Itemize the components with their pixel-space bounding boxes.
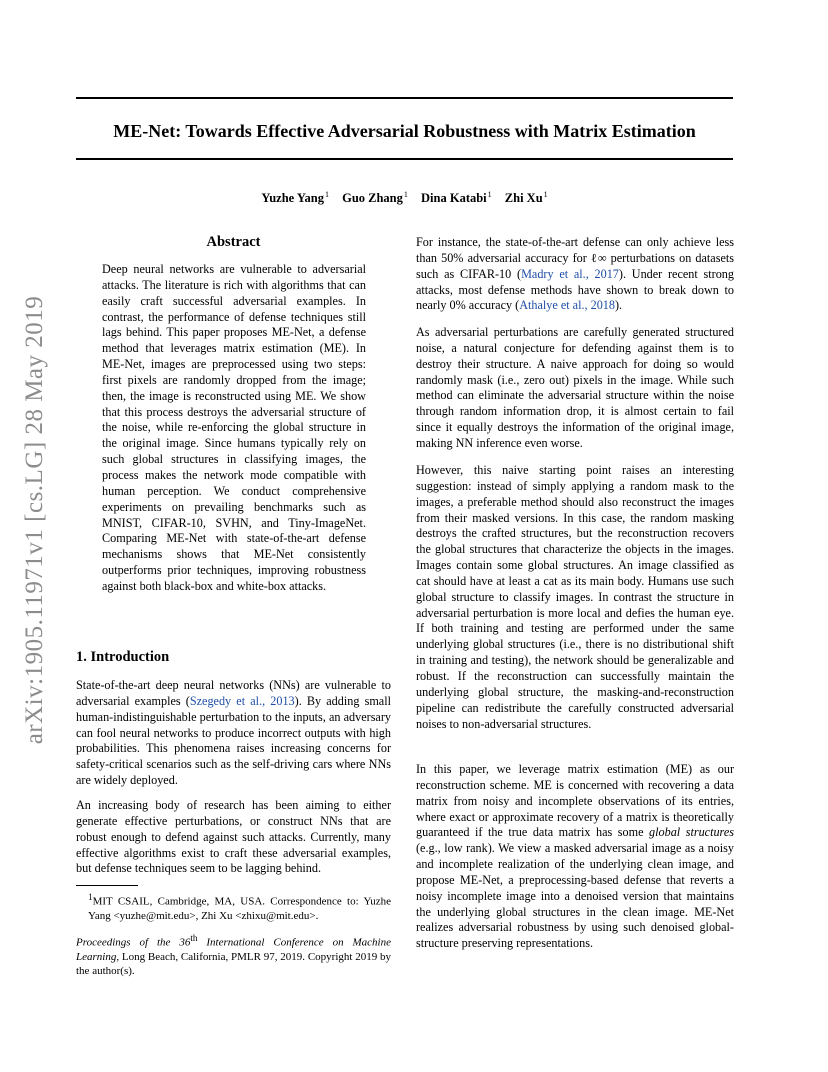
arxiv-identifier-stamp[interactable]: arXiv:1905.11971v1 [cs.LG] 28 May 2019 (21, 295, 48, 745)
author-name: Yuzhe Yang (261, 191, 324, 206)
proceedings-ordinal: th (190, 933, 198, 943)
intro-paragraph-2 (76, 798, 391, 877)
proceedings-lead: Proceedings of the 36 (76, 936, 191, 949)
author-name: Zhi Xu (504, 191, 543, 206)
text-run: (e.g., low rank). We view a masked adversarial image as a noisy and incomplete realization of the underlying clean image, and propose ME-Net, a preprocessing-based defense that reverts a noisy incomplete image into a denoised version that maintains the underlying global structures in the clean image. ME-Net realizes adversarial robustness by using such denoised global-structure preserving representations. (416, 841, 734, 951)
author (261, 191, 329, 205)
author-affiliation: 1 (403, 190, 408, 199)
paper-title: ME-Net: Towards Effective Adversarial Robustness with Matrix Estimation (113, 121, 696, 141)
author (342, 191, 408, 205)
author-name: Dina Katabi (421, 191, 487, 206)
author-affiliation: 1 (487, 190, 492, 199)
paragraph-text (416, 762, 734, 952)
right-paragraph-4 (416, 762, 734, 952)
title-rule-bottom (76, 158, 733, 160)
text-run: For instance, the state-of-the-art defense can only achieve less than 50% adversarial accuracy for ℓ∞ perturbations on datasets such as CIFAR-10 ( (416, 235, 734, 281)
proceedings-tail: , Long Beach, California, PMLR 97, 2019. Copyright 2019 by the author(s). (76, 951, 391, 978)
abstract-body (102, 262, 366, 595)
author (421, 191, 492, 205)
citation-link[interactable]: Szegedy et al., 2013 (189, 693, 295, 708)
paragraph-text: An increasing body of research has been aiming to either generate effective perturbations, or construct NNs that are robust enough to defend against such attacks. Currently, many effective algorithms exist to craft these adversarial examples, but defense techniques seem to be lagging behind. (76, 798, 391, 876)
citation-link[interactable]: Athalye et al., 2018 (519, 298, 615, 313)
author-list (76, 186, 733, 207)
footnote-mark: 1 (88, 892, 93, 902)
author-name: Guo Zhang (342, 191, 403, 206)
proceedings-note (76, 931, 391, 979)
footnote-text (76, 890, 391, 923)
affiliation-footnote (76, 890, 391, 923)
citation-link[interactable]: Madry et al., 2017 (521, 266, 619, 281)
abstract-heading: Abstract (206, 234, 261, 250)
section-heading-introduction: 1. Introduction (76, 649, 170, 665)
intro-paragraph-1 (76, 678, 391, 789)
right-paragraph-3 (416, 463, 734, 732)
text-run: In this paper, we leverage matrix estimation (ME) as our reconstruction scheme. ME is concerned with recovering a data matrix from noisy and incomplete observations of its entries, where exact or approximate recovery of a matrix is theoretically guaranteed if the true data matrix has some (416, 762, 734, 840)
text-run: ). By adding small human-indistinguishable perturbation to the inputs, an adversary can fool neural networks to produce incorrect outputs with high probabilities. This phenomena raises increasing concerns for safety-critical scenarios such as the self-driving cars where NNs are widely deployed. (76, 693, 391, 788)
paragraph-text (416, 235, 734, 314)
text-run: ). Under recent strong attacks, most defense methods have shown to break down to nearly 0% accuracy ( (416, 266, 734, 313)
proceedings-text (76, 931, 391, 979)
text-run: State-of-the-art deep neural networks (NNs) are vulnerable to adversarial examples ( (76, 678, 391, 708)
right-paragraph-1 (416, 235, 734, 314)
right-paragraph-2 (416, 325, 734, 452)
paragraph-text: As adversarial perturbations are carefully generated structured noise, a natural conjecture for defending against them is to destroy their structure. A naive approach for doing so would randomly mask (i.e., zero out) pixels in the image. While such method can eliminate the adversarial structure within the noise through random information drop, it is almost certain to fail since it equally destroys the information of the original image, making NN inference even worse. (416, 325, 734, 450)
text-run: ). (614, 298, 623, 313)
author-affiliation: 1 (543, 190, 548, 199)
paragraph-text: However, this naive starting point raises an interesting suggestion: instead of simply applying a random mask to the images, a preferable method should also reconstruct the images from their masked versions. In this case, the random masking destroys the crafted structures, but the reconstruction recovers the global structures that characterize the objects in the images. Images contain some global structures. An image classified as cat should have at least a cat as its main body. Humans use such global structure to classify images. In contrast the structure in adversarial perturbation is more local and defies the human eye. If both training and testing are performed under the same underlying global structures (i.e., there is no distributional shift in training and testing), the network should be generalizable and robust. If the reconstruction can successfully maintain the underlying global structure, the masking-and-reconstruction pipeline can redistribute the carefully constructed adversarial noises to non-adversarial structures. (416, 463, 734, 731)
title-rule-top (76, 97, 733, 99)
paragraph-text (76, 678, 391, 789)
footnote-divider (76, 885, 138, 886)
emphasis-text: global structures (649, 825, 735, 840)
author-affiliation: 1 (324, 190, 329, 199)
footnote-body: MIT CSAIL, Cambridge, MA, USA. Correspondence to: Yuzhe Yang <yuzhe@mit.edu>, Zhi Xu <zhixu@mit.edu>. (88, 895, 391, 923)
author (505, 191, 548, 205)
abstract-text: Deep neural networks are vulnerable to adversarial attacks. The literature is rich with algorithms that can easily craft successful adversarial examples. In contrast, the performance of defense techniques still lags behind. This paper proposes ME-Net, a defense method that leverages matrix estimation (ME). In ME-Net, images are preprocessed using two steps: first pixels are randomly dropped from the image; then, the image is reconstructed using ME. We show that this process destroys the adversarial structure of the noise, while re-enforcing the global structure in the original image. Since humans typically rely on such global structures in classifying images, the process makes the network mode compatible with human perception. We conduct comprehensive experiments on prevailing benchmarks such as MNIST, CIFAR-10, SVHN, and Tiny-ImageNet. Comparing ME-Net with state-of-the-art defense mechanisms shows that ME-Net consistently outperforms prior techniques, improving robustness against both black-box and white-box attacks. (102, 262, 366, 593)
proceedings-conference: International Conference on Machine Learning (76, 936, 391, 964)
